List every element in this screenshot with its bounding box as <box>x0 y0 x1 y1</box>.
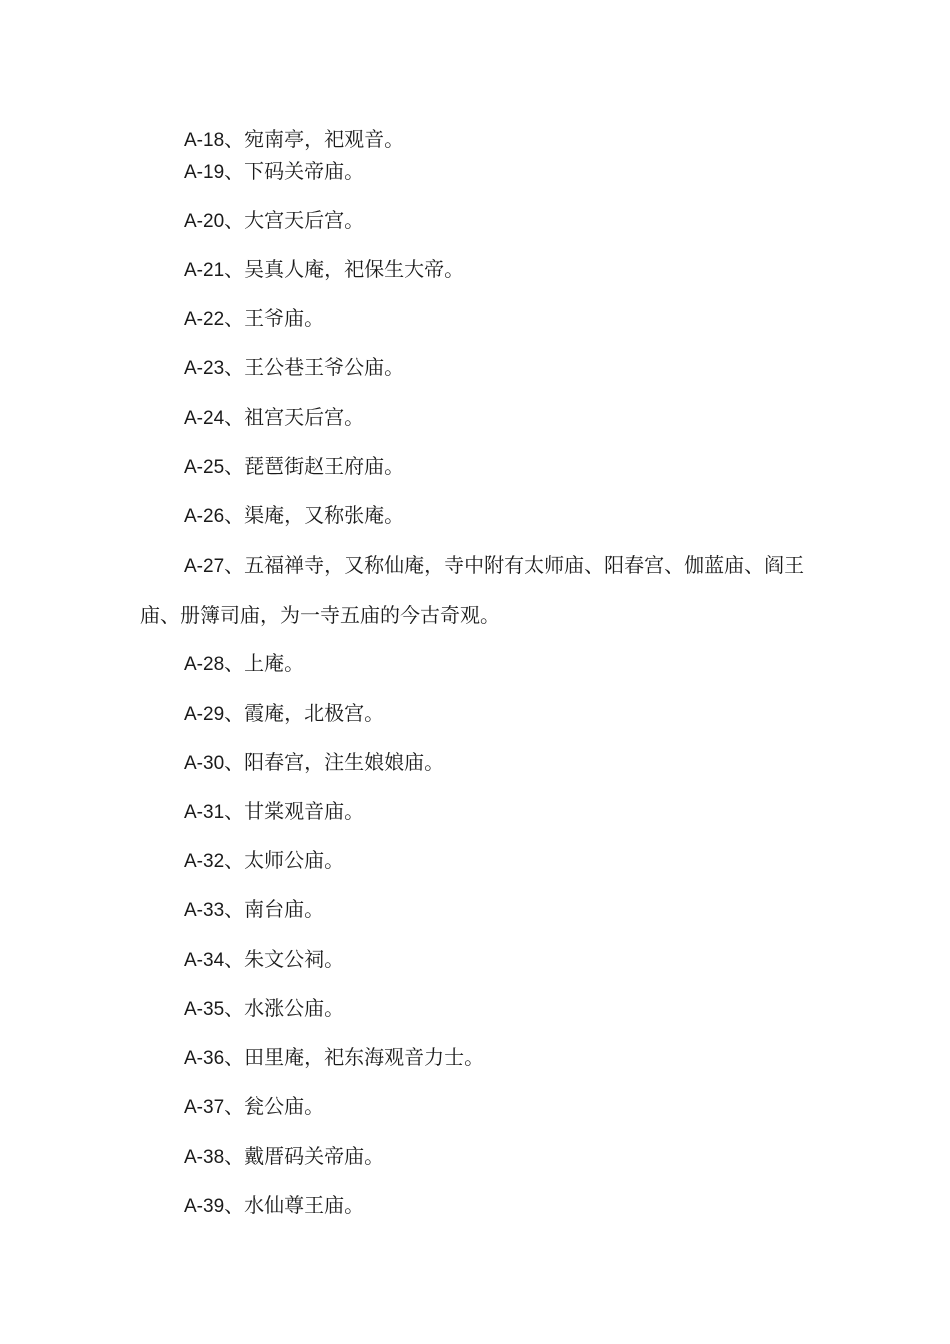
entry-code: A-39 <box>184 1196 225 1217</box>
list-item <box>140 639 830 689</box>
entry-code: A-37 <box>184 1097 225 1118</box>
list-item <box>140 836 830 886</box>
entry-text: 、水涨公庙。 <box>224 996 345 1020</box>
entry-text: 、吴真人庵，祀保生大帝。 <box>224 257 465 281</box>
list-item <box>140 343 830 393</box>
list-item <box>140 935 830 985</box>
list-item <box>140 787 830 837</box>
list-item <box>140 491 830 541</box>
entry-code: A-30 <box>184 753 225 774</box>
entry-text: 、霞庵，北极宫。 <box>224 701 385 725</box>
entry-text: 、大宫天后宫。 <box>224 208 365 232</box>
list-item <box>140 1132 830 1182</box>
list-item <box>140 196 830 246</box>
entry-code: A-25 <box>184 457 225 478</box>
entry-code: A-26 <box>184 506 225 527</box>
entry-code: A-23 <box>184 358 225 379</box>
entry-code: A-24 <box>184 408 225 429</box>
entry-text: 、甘棠观音庙。 <box>224 799 365 823</box>
entry-text: 、王公巷王爷公庙。 <box>224 355 405 379</box>
entry-code: A-27 <box>184 556 225 577</box>
entry-text: 、王爷庙。 <box>224 306 325 330</box>
entry-code: A-33 <box>184 900 225 921</box>
list-item <box>140 1033 830 1083</box>
entry-text: 、琵琶街赵王府庙。 <box>224 454 405 478</box>
entry-code: A-21 <box>184 260 225 281</box>
list-item <box>140 689 830 739</box>
entry-code: A-38 <box>184 1147 225 1168</box>
entry-text: 、阳春宫，注生娘娘庙。 <box>224 750 445 774</box>
list-item <box>140 393 830 443</box>
entry-text: 、太师公庙。 <box>224 848 345 872</box>
list-item <box>140 738 830 788</box>
list-item <box>140 245 830 295</box>
list-item <box>140 1082 830 1132</box>
entry-text: 、南台庙。 <box>224 897 325 921</box>
entry-code: A-34 <box>184 950 225 971</box>
list-item <box>140 541 830 640</box>
entry-text: 、渠庵，又称张庵。 <box>224 503 405 527</box>
list-item <box>140 1181 830 1231</box>
entry-code: A-22 <box>184 309 225 330</box>
entry-text: 、田里庵，祀东海观音力士。 <box>224 1045 485 1069</box>
entry-text: 、下码关帝庙。 <box>224 159 365 183</box>
entry-text: 、五福禅寺，又称仙庵，寺中附有太师庙、阳春宫、伽蓝庙、阎王庙、册簿司庙，为一寺五庙的今古奇观。 <box>140 553 805 627</box>
entry-text: 、朱文公祠。 <box>224 947 345 971</box>
list-item <box>140 294 830 344</box>
list-item <box>140 147 830 197</box>
entry-text: 、水仙尊王庙。 <box>224 1193 365 1217</box>
entry-code: A-19 <box>184 162 225 183</box>
entry-text: 、宛南亭，祀观音。 <box>224 127 405 151</box>
entry-code: A-18 <box>184 130 225 151</box>
entry-text: 、戴厝码关帝庙。 <box>224 1144 385 1168</box>
entry-code: A-32 <box>184 851 225 872</box>
entry-code: A-35 <box>184 999 225 1020</box>
entry-code: A-29 <box>184 704 225 725</box>
entry-code: A-31 <box>184 802 225 823</box>
entry-text: 、祖宫天后宫。 <box>224 405 365 429</box>
list-item <box>140 984 830 1034</box>
list-item <box>140 885 830 935</box>
entry-text: 、上庵。 <box>224 651 305 675</box>
list-item <box>140 442 830 492</box>
entry-code: A-20 <box>184 211 225 232</box>
entry-text: 、瓮公庙。 <box>224 1094 325 1118</box>
entry-code: A-28 <box>184 654 225 675</box>
entry-code: A-36 <box>184 1048 225 1069</box>
